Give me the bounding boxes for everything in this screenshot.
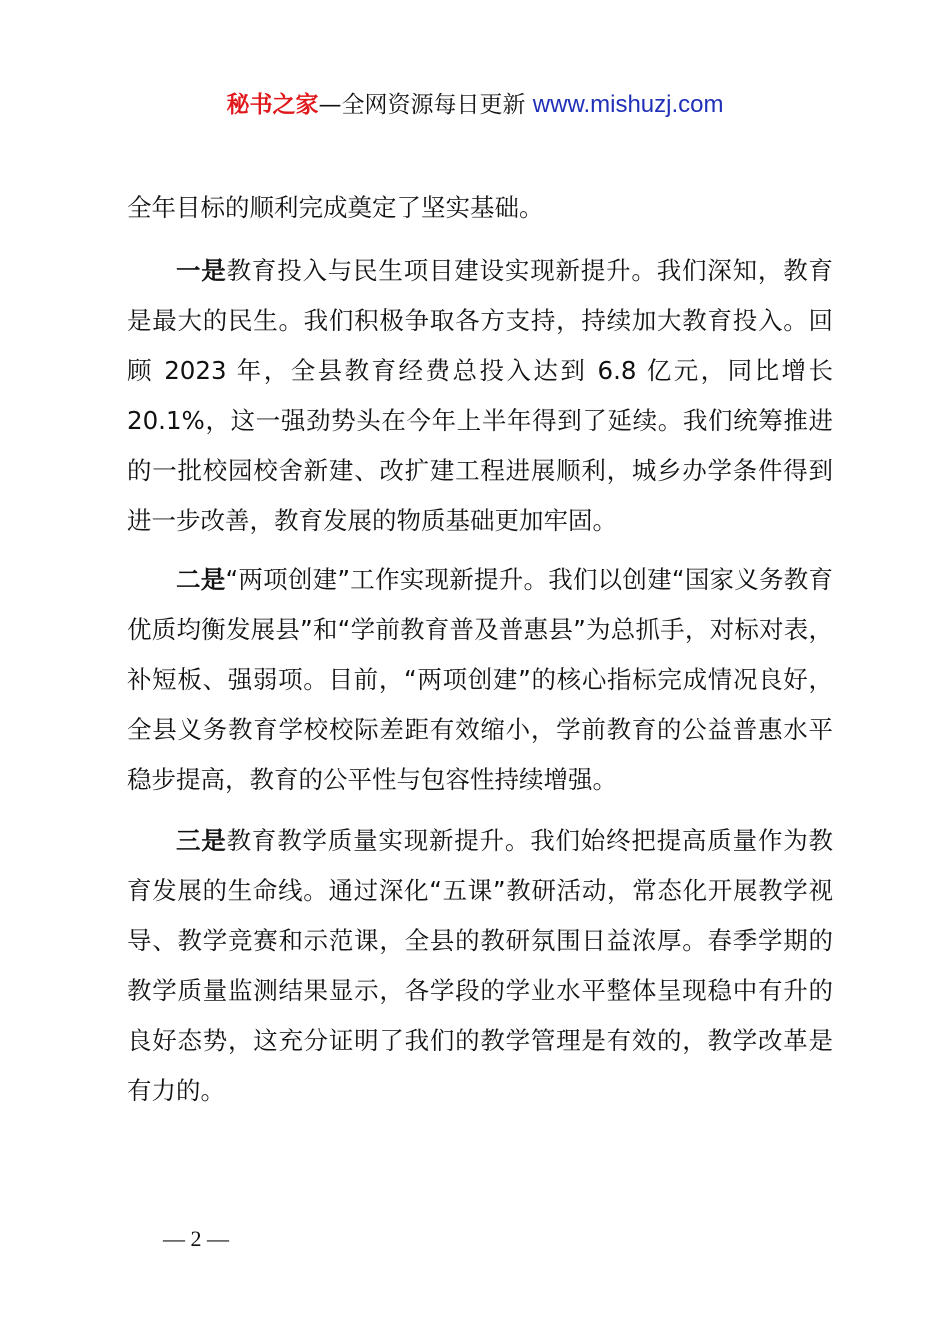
paragraph-lead: 三是 <box>176 826 227 855</box>
paragraph-point-two <box>127 555 833 805</box>
paragraph-text: 全年目标的顺利完成奠定了坚实基础。 <box>127 193 544 222</box>
header-tagline: —全网资源每日更新 <box>318 92 533 118</box>
website-link[interactable]: www.mishuzj.com <box>532 91 724 118</box>
paragraph-intro-continuation <box>127 183 833 233</box>
paragraph-text: 教育教学质量实现新提升。我们始终把提高质量作为教育发展的生命线。通过深化“五课”教研活动，常态化开展教学视导、教学竞赛和示范课，全县的教研氛围日益浓厚。春季学期的教学质量监测结果显示，各学段的学业水平整体呈现稳中有升的良好态势，这充分证明了我们的教学管理是有效的，教学改革是有力的。 <box>127 826 834 1105</box>
page-header <box>0 88 950 122</box>
page-number: — 2 — <box>163 1226 229 1251</box>
paragraph-text: 教育投入与民生项目建设实现新提升。我们深知，教育是最大的民生。我们积极争取各方支持，持续加大教育投入。回顾 2023 年，全县教育经费总投入达到 6.8 亿元，同比增长 20.1%，这一强劲势头在今年上半年得到了延续。我们统筹推进的一批校园校舍新建、改扩建工程进展顺利，城乡办学条件得到进一步改善，教育发展的物质基础更加牢固。 <box>127 256 834 535</box>
paragraph-point-three <box>127 816 833 1116</box>
brand-name: 秘书之家 <box>226 92 319 118</box>
paragraph-point-one <box>127 246 833 546</box>
paragraph-lead: 一是 <box>176 256 227 285</box>
paragraph-lead: 二是 <box>176 565 226 594</box>
paragraph-text: “两项创建”工作实现新提升。我们以创建“国家义务教育优质均衡发展县”和“学前教育普及普惠县”为总抓手，对标对表，补短板、强弱项。目前，“两项创建”的核心指标完成情况良好，全县义务教育学校校际差距有效缩小，学前教育的公益普惠水平稳步提高，教育的公平性与包容性持续增强。 <box>127 565 834 794</box>
